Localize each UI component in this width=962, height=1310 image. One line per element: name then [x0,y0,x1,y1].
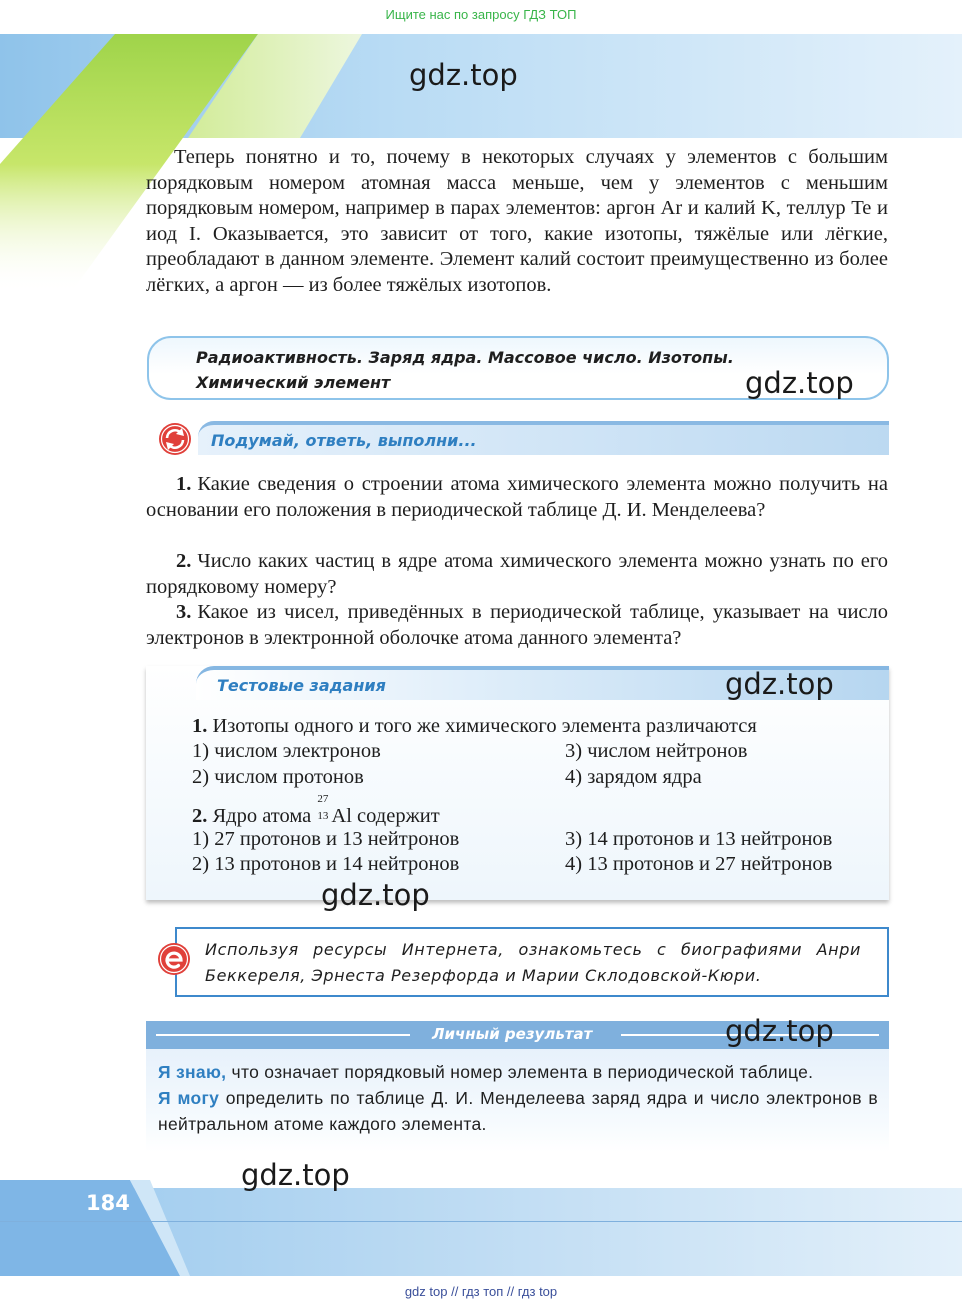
questions-title: Подумай, ответь, выполни... [211,431,477,450]
option-number: 1) [192,828,210,850]
test-tasks-box [146,666,889,900]
option-number: 4) [565,853,583,875]
watermark-keywords: gdz.top [745,366,854,400]
option-text: 14 протонов и 13 нейтронов [587,828,833,850]
question-text: Какие сведения о строении атома химического элемента можно получить на основании его положения в периодической таблице Д. И. Менделеева? [146,473,888,521]
option-text: 13 протонов и 14 нейтронов [214,853,460,875]
know-text: что означает порядковый номер элемента в периодической таблице. [231,1062,814,1082]
test-option [565,765,702,791]
test-question-2 [192,793,440,830]
test-option [192,852,459,878]
refresh-icon [158,422,192,456]
page-number: 184 [86,1191,130,1215]
questions-header [198,421,889,455]
test-option [565,852,832,878]
can-text: определить по таблице Д. И. Менделеева заряд ядра и число электронов в нейтральном атоме каждого элемента. [158,1087,879,1134]
personal-result-text [158,1060,878,1137]
question-number: 1. [176,473,192,495]
watermark-footer: gdz.top [241,1158,350,1192]
know-statement [158,1060,878,1086]
test-question-number: 1. [192,715,208,737]
keywords-line-2: Химический элемент [196,373,391,392]
can-label: Я могу [158,1087,220,1108]
test-question-text-end: содержит [357,805,440,827]
bottom-banner-text: gdz top // гдз топ // гдз top [404,1284,558,1299]
top-banner-text: Ищите нас по запросу ГДЗ ТОП [385,7,577,22]
option-number: 2) [192,766,210,788]
internet-e-icon [157,942,191,976]
option-text: числом нейтронов [587,740,748,762]
question-item [146,472,888,523]
personal-result-title: Личный результат [432,1025,593,1043]
question-text: Какое из чисел, приведённых в периодической таблице, указывает на число электронов в электронной оболочке атома данного элемента? [146,601,888,649]
watermark-result: gdz.top [725,1014,834,1048]
element-symbol: Al [331,805,352,827]
question-item [146,600,888,651]
test-option [565,827,832,853]
divider [156,1034,410,1036]
option-text: 13 протонов и 27 нейтронов [587,853,833,875]
option-number: 3) [565,740,583,762]
keywords-line-1: Радиоактивность. Заряд ядра. Массовое число. Изотопы. [196,348,734,367]
know-label: Я знаю, [158,1062,227,1082]
keywords-text [196,345,734,395]
option-text: числом протонов [214,766,364,788]
watermark-tests: gdz.top [725,667,834,701]
question-number: 3. [176,601,192,623]
test-option [192,739,381,765]
test-tasks-title: Тестовые задания [217,676,386,695]
footer-divider [0,1221,962,1222]
personal-result-body [146,1049,889,1152]
atomic-number: 13 [317,810,329,822]
test-option [192,827,459,853]
option-text: числом электронов [214,740,381,762]
mass-number: 27 [317,793,329,805]
test-question-number: 2. [192,805,208,827]
test-question-text: Изотопы одного и того же химического элемента различаются [212,715,757,737]
internet-task-box [175,927,889,997]
question-text: Число каких частиц в ядре атома химического элемента можно узнать по его порядковому номеру? [146,550,888,598]
option-text: зарядом ядра [587,766,702,788]
option-number: 3) [565,828,583,850]
question-number: 2. [176,550,192,572]
test-question-1 [192,714,757,740]
can-statement [158,1086,878,1138]
internet-task-text: Используя ресурсы Интернета, ознакомьтесь с биографиями Анри Беккереля, Эрнеста Резерфорда и Марии Склодовской-Кюри. [205,940,861,985]
question-item [146,549,888,600]
option-number: 4) [565,766,583,788]
option-number: 1) [192,740,210,762]
watermark-header: gdz.top [409,58,518,92]
intro-paragraph: Теперь понятно и то, почему в некоторых случаях у элементов с большим порядковым номером атомная масса меньше, чем у элементов с меньшим порядковым номером, например в парах элементов: аргон Ar и калий K, теллур Te и иод I. Оказывается, это зависит от того, какие изотопы, тяжёлые или лёгкие, преобладают в данном элементе. Элемент калий состоит преимущественно из более лёгких, а аргон — из более тяжёлых изотопов. [146,146,888,296]
option-number: 2) [192,853,210,875]
watermark-tests-bottom: gdz.top [321,878,430,912]
test-question-text: Ядро атома [212,805,312,827]
nuclide-indices [316,793,331,822]
option-text: 27 протонов и 13 нейтронов [214,828,460,850]
test-option [192,765,364,791]
test-option [565,739,747,765]
